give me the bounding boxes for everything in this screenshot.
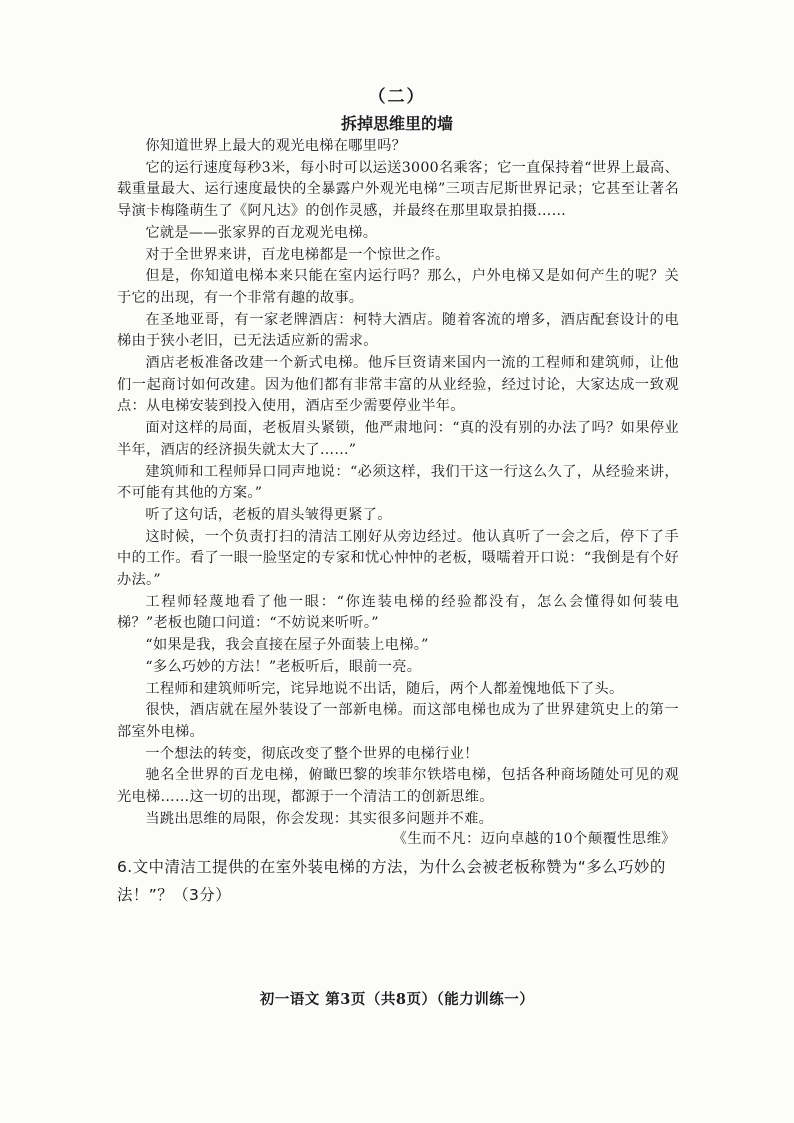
paragraph: 工程师和建筑师听完，诧异地说不出话，随后，两个人都羞愧地低下了头。	[145, 680, 624, 697]
paragraph: 它就是——张家界的百龙观光电梯。	[145, 224, 378, 241]
paragraph: 这时候，一个负责打扫的清洁工刚好从旁边经过。他认真听了一会之后，停下了手中的工作。看了一眼一脸坚定的专家和忧心忡忡的老板，嗫嚅着开口说：“我倒是有个好办法。”	[117, 528, 679, 589]
paragraph: “如果是我，我会直接在屋子外面装上电梯。”	[145, 637, 429, 654]
paragraph: 它的运行速度每秒3米，每小时可以运送3000名乘客；它一直保持着“世界上最高、载重量最大、运行速度最快的全暴露户外观光电梯”三项吉尼斯世界记录；它甚至让著名导演卡梅隆萌生了《阿凡达》的创作灵感，并最终在那里取景拍摄……	[117, 159, 679, 220]
paragraph: 工程师轻蔑地看了他一眼：“你连装电梯的经验都没有，怎么会懂得如何装电梯？”老板也随口问道：“不妨说来听听。”	[117, 593, 679, 632]
answer-space[interactable]	[117, 915, 677, 975]
paragraph: 建筑师和工程师异口同声地说：“必须这样，我们干这一行这么久了，从经验来讲，不可能有其他的方案。”	[117, 463, 679, 502]
paragraph: 对于全世界来讲，百龙电梯都是一个惊世之作。	[145, 246, 450, 263]
paragraph: 很快，酒店就在屋外装设了一部新电梯。而这部电梯也成为了世界建筑史上的第一部室外电梯。	[117, 702, 679, 740]
paragraph: 酒店老板准备改建一个新式电梯。他斥巨资请来国内一流的工程师和建筑师，让他们一起商讨如何改建。因为他们都有非常丰富的从业经验，经过讨论，大家达成一致观点：从电梯安装到投入使用，酒店至少需要停业半年。	[117, 355, 679, 415]
question-6: 6.文中清洁工提供的在室外装电梯的方法，为什么会被老板称赞为“多么巧妙的法！”？（3分）	[117, 858, 666, 904]
page-footer: 初一语文 第3页（共8页）（能力训练一）	[259, 991, 535, 1008]
article-source: 《生而不凡：迈向卓越的10个颠覆性思维》	[392, 831, 676, 847]
paragraph: 面对这样的局面，老板眉头紧锁，他严肃地问：“真的没有别的办法了吗？如果停业半年，酒店的经济损失就太大了……”	[117, 420, 679, 458]
article-title: 拆掉思维里的墙	[340, 114, 453, 133]
paragraph: 一个想法的转变，彻底改变了整个世界的电梯行业！	[145, 745, 479, 762]
paragraph: 听了这句话，老板的眉头皱得更紧了。	[145, 506, 392, 523]
paragraph: 但是，你知道电梯本来只能在室内运行吗？那么，户外电梯又是如何产生的呢？关于它的出现，有一个非常有趣的故事。	[117, 268, 679, 306]
paragraph: 在圣地亚哥，有一家老牌酒店：柯特大酒店。随着客流的增多，酒店配套设计的电梯由于狭小老旧，已无法适应新的需求。	[117, 311, 679, 350]
paragraph: 当跳出思维的局限，你会发现：其实很多问题并不难。	[145, 810, 494, 827]
section-number: （二）	[368, 87, 426, 107]
paragraph: “多么巧妙的方法！”老板听后，眼前一亮。	[145, 658, 422, 675]
reading-passage	[117, 136, 679, 831]
paragraph: 你知道世界上最大的观光电梯在哪里吗？	[145, 138, 407, 154]
paragraph: 驰名全世界的百龙电梯，俯瞰巴黎的埃菲尔铁塔电梯，包括各种商场随处可见的观光电梯……这一切的出现，都源于一个清洁工的创新思维。	[117, 767, 679, 806]
